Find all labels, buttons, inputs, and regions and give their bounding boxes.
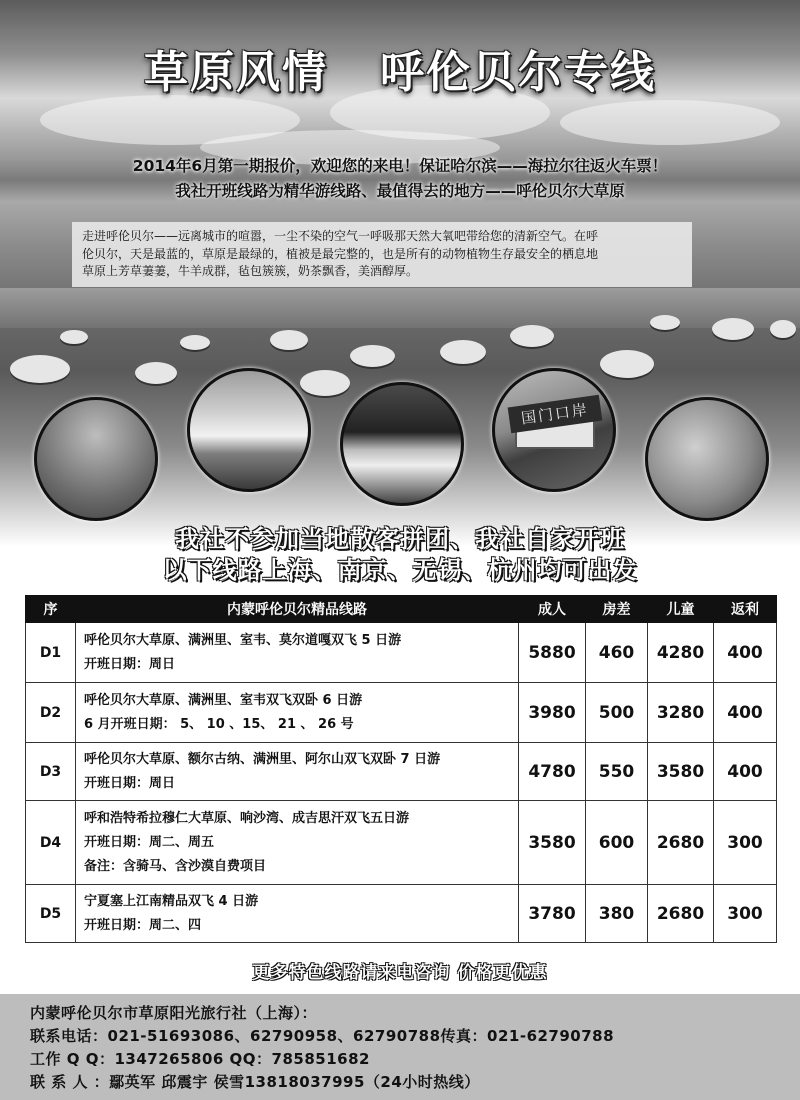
title-right: 呼伦贝尔专线 [380,47,656,98]
route-line: 开班日期：周日 [84,656,176,672]
row-route [76,623,519,683]
price-rebate: 300 [714,801,777,885]
gate-sign: 国门口岸 [508,395,603,434]
route-line: 呼和浩特希拉穆仁大草原、响沙湾、成吉思汗双飞五日游 [84,810,410,826]
header-rebate: 返利 [714,596,777,623]
route-line: 备注：含骑马、含沙漠自费项目 [84,858,267,874]
photo-grassland [645,397,769,521]
price-adult: 3780 [519,885,586,943]
photo-city-gate [340,382,464,506]
contact-qq: 工作 Q Q：1347265806 QQ：785851682 [30,1050,370,1068]
subheading-2: 我社开班线路为精华游线路、最值得去的地方——呼伦贝尔大草原 [175,182,625,200]
intro-line-3: 草原上芳草萋萋，牛羊成群，毡包簇簇，奶茶飘香，美酒醇厚。 [82,264,419,278]
agency-name: 内蒙呼伦贝尔市草原阳光旅行社（上海）： [30,1004,318,1022]
intro-line-1: 走进呼伦贝尔——远离城市的喧嚣，一尘不染的空气一呼吸那天然大氧吧带给您的清新空气。在呼 [82,229,599,243]
contact-phone: 联系电话：021-51693086、62790958、62790788传真：021-62790788 [30,1027,615,1045]
price-room: 550 [586,743,648,801]
header-adult: 成人 [519,596,586,623]
route-line: 呼伦贝尔大草原、满洲里、室韦双飞双卧 6 日游 [84,692,363,708]
row-route [76,743,519,801]
table-row [26,683,777,743]
price-child: 3280 [648,683,714,743]
table-header-row [26,596,777,623]
price-adult: 3580 [519,801,586,885]
photo-yurt-camp [34,397,158,521]
hero-banner [0,0,800,545]
route-line: 6 月开班日期： 5、 10 、15、 21 、 26 号 [84,716,354,732]
title-left: 草原风情 [144,47,328,98]
price-adult: 4780 [519,743,586,801]
row-route [76,885,519,943]
route-line: 呼伦贝尔大草原、额尔古纳、满洲里、阿尔山双飞双卧 7 日游 [84,751,441,767]
table-row [26,885,777,943]
call-to-action: 更多特色线路请来电咨询 价格更优惠 [252,963,548,983]
row-seq: D3 [26,743,76,801]
price-child: 4280 [648,623,714,683]
intro-line-2: 伦贝尔，天是最蓝的，草原是最绿的，植被是最完整的，也是所有的动物植物生存最安全的栖息地 [82,246,599,261]
route-line: 开班日期：周二、四 [84,917,202,933]
header-seq: 序 [26,596,76,623]
routes-table [25,595,777,943]
route-line: 开班日期：周二、周五 [84,834,215,850]
slogan-line-1: 我社不参加当地散客拼团、我社自家开班 [175,525,625,553]
price-room: 460 [586,623,648,683]
row-seq: D1 [26,623,76,683]
price-adult: 3980 [519,683,586,743]
intro-box [72,222,692,287]
row-route [76,683,519,743]
row-seq: D4 [26,801,76,885]
route-line: 开班日期：周日 [84,775,176,791]
header-route: 内蒙呼伦贝尔精品线路 [76,596,519,623]
route-line: 宁夏塞上江南精品双飞 4 日游 [84,893,259,909]
header-child: 儿童 [648,596,714,623]
price-room: 500 [586,683,648,743]
contact-people: 联 系 人 ：鄢英军 邱震宇 侯雪13818037995（24小时热线） [30,1073,480,1091]
row-seq: D5 [26,885,76,943]
price-rebate: 400 [714,683,777,743]
table-row [26,743,777,801]
price-rebate: 300 [714,885,777,943]
photo-port-gate [492,368,616,492]
price-child: 3580 [648,743,714,801]
row-route [76,801,519,885]
price-rebate: 400 [714,743,777,801]
price-adult: 5880 [519,623,586,683]
route-line: 呼伦贝尔大草原、满洲里、室韦、莫尔道嘎双飞 5 日游 [84,632,402,648]
table-row [26,623,777,683]
price-room: 380 [586,885,648,943]
row-seq: D2 [26,683,76,743]
price-room: 600 [586,801,648,885]
subheading-1: 2014年6月第一期报价，欢迎您的来电！保证哈尔滨——海拉尔往返火车票！ [132,157,668,175]
photo-river [187,368,311,492]
page-title [0,36,800,100]
slogan-line-2: 以下线路上海、南京、无锡、杭州均可出发 [162,556,638,584]
price-child: 2680 [648,885,714,943]
contact-panel [0,994,800,1100]
table-row [26,801,777,885]
header-room: 房差 [586,596,648,623]
price-rebate: 400 [714,623,777,683]
price-child: 2680 [648,801,714,885]
